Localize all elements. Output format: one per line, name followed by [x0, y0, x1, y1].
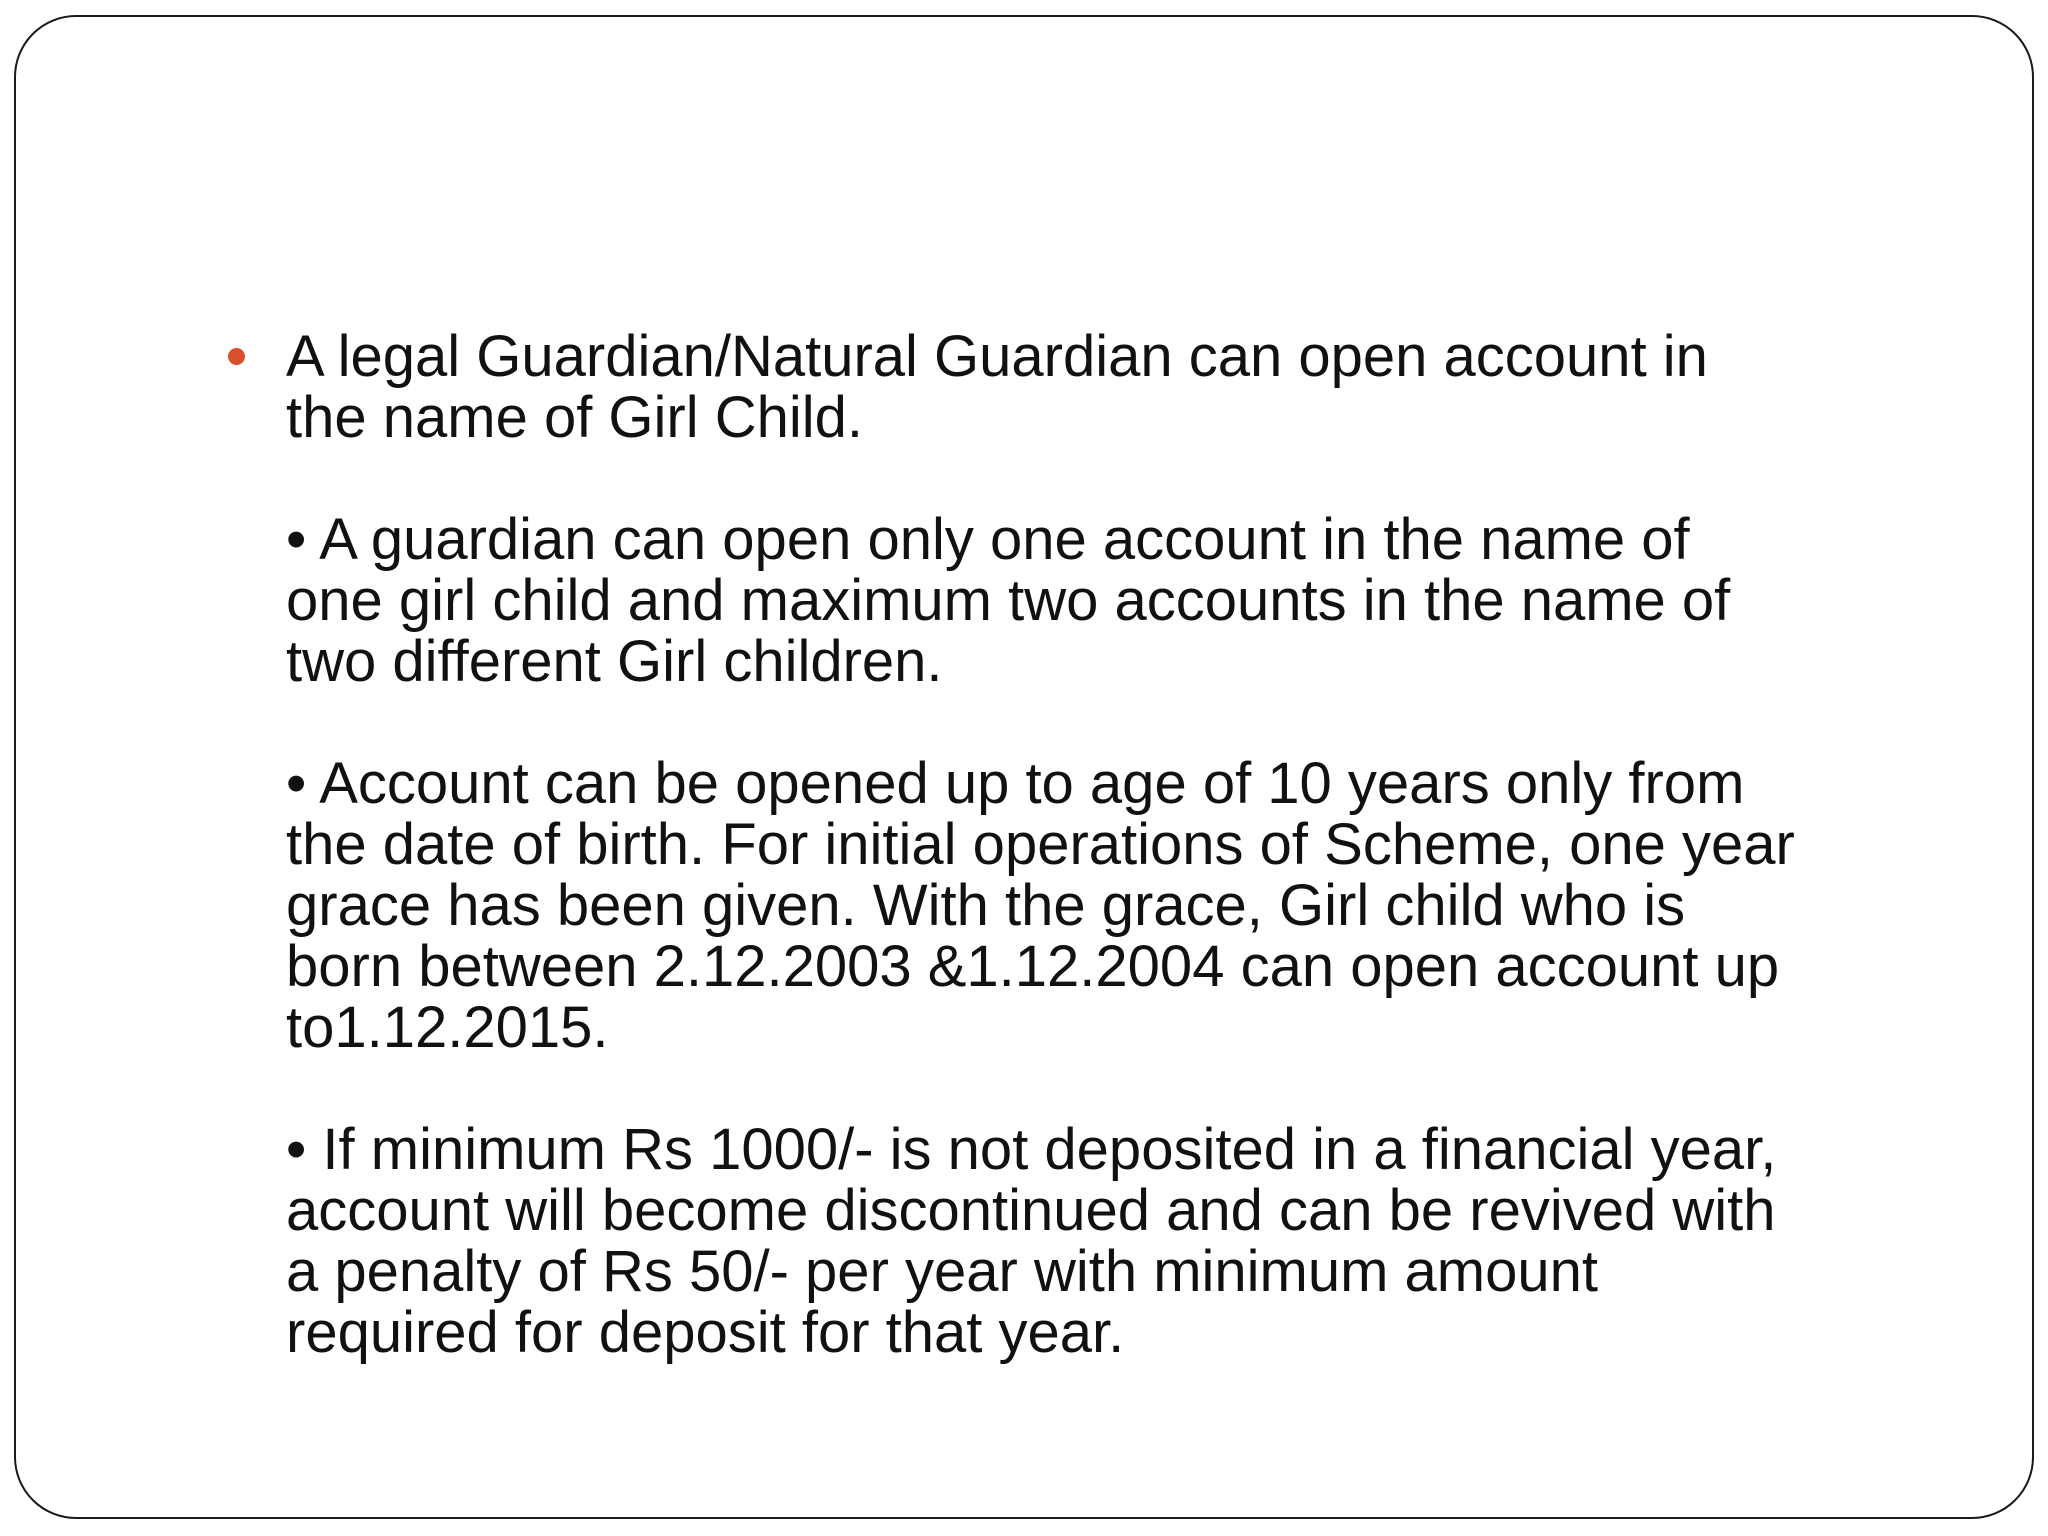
main-bullet-text: A legal Guardian/Natural Guardian can open account in the name of Girl Child.	[286, 324, 1708, 450]
paragraph-gap	[286, 1058, 1966, 1119]
paragraph-gap	[286, 448, 1966, 509]
slide-body	[286, 326, 1966, 1363]
point-age-limit: • Account can be opened up to age of 10 years only from the date of birth. For initial operations of Scheme, one year grace has been given. With the grace, Girl child who is born between 2.12.2003 &1.12.2004 can open account up to1.12.2015.	[286, 751, 1795, 1060]
point-minimum-deposit: • If minimum Rs 1000/- is not deposited in a financial year, account will become discontinued and can be revived with a penalty of Rs 50/- per year with minimum amount required for deposit for that year.	[286, 1117, 1777, 1365]
paragraph-gap	[286, 692, 1966, 753]
bullet-dot-icon	[228, 348, 245, 365]
point-guardian-accounts: • A guardian can open only one account in the name of one girl child and maximum two accounts in the name of two different Girl children.	[286, 507, 1731, 694]
